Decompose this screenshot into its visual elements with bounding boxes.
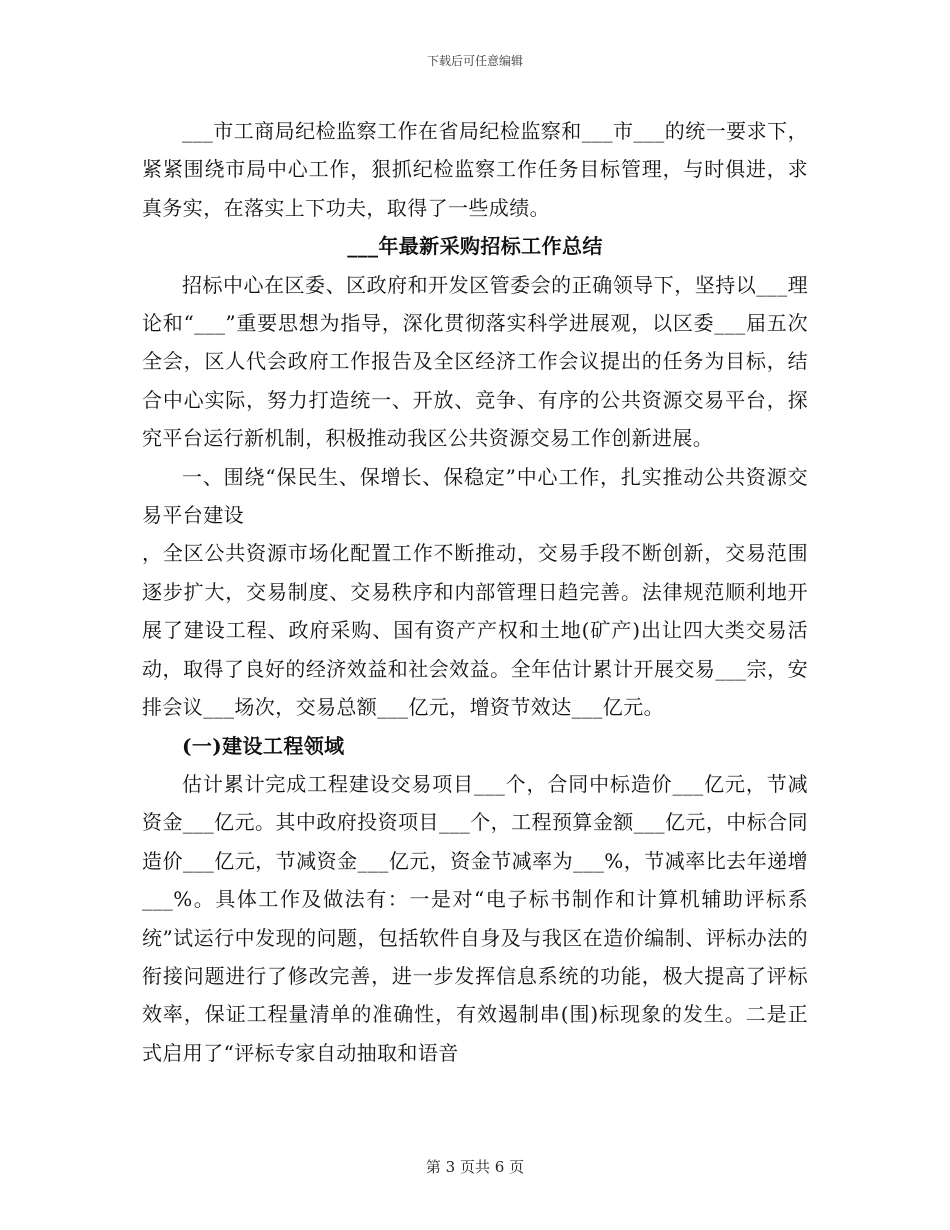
paragraph-opening: 招标中心在区委、区政府和开发区管委会的正确领导下，坚持以___理论和“___”重要思想为指导，深化贯彻落实科学进展观，以区委___届五次全会，区人代会政府工作报告及全区经济工作会议提出的任务为目标，结合中心实际，努力打造统一、开放、竞争、有序的公共资源交易平台，探究平台运行新机制，积极推动我区公共资源交易工作创新进展。 [142,272,808,451]
section-heading: (一)建设工程领域 [182,733,345,758]
paragraph-continuation: ，全区公共资源市场化配置工作不断推动，交易手段不断创新，交易范围逐步扩大，交易制度、交易秩序和内部管理日趋完善。法律规范顺利地开展了建设工程、政府采购、国有资产产权和土地(矿产)出让四大类交易活动，取得了良好的经济效益和社会效益。全年估计累计开展交易___宗，安排会议___场次，交易总额___亿元，增资节效达___亿元。 [142,541,808,720]
document-title: ___年最新采购招标工作总结 [347,234,603,259]
paragraph-heading-one: 一、围绕“保民生、保增长、保稳定”中心工作，扎实推动公共资源交易平台建设 [142,464,808,528]
intro-paragraph: ___市工商局纪检监察工作在省局纪检监察和___市___的统一要求下，紧紧围绕市局中心工作，狠抓纪检监察工作任务目标管理，与时俱进，求真务实，在落实上下功夫，取得了一些成绩。 [142,119,808,220]
document-body [142,112,808,1072]
page-footer: 第 3 页共 6 页 [425,1158,525,1176]
page-header: 下载后可任意编辑 [426,54,523,68]
section-paragraph: 估计累计完成工程建设交易项目___个，合同中标造价___亿元，节减资金___亿元。其中政府投资项目___个，工程预算金额___亿元，中标合同造价___亿元，节减资金___亿元，资金节减率为___%，节减率比去年递增___%。具体工作及做法有：一是对“电子标书制作和计算机辅助评标系统”试运行中发现的问题，包括软件自身及与我区在造价编制、评标办法的衔接问题进行了修改完善，进一步发挥信息系统的功能，极大提高了评标效率，保证工程量清单的准确性，有效遏制串(围)标现象的发生。二是正式启用了“评标专家自动抽取和语音 [142,771,808,1065]
